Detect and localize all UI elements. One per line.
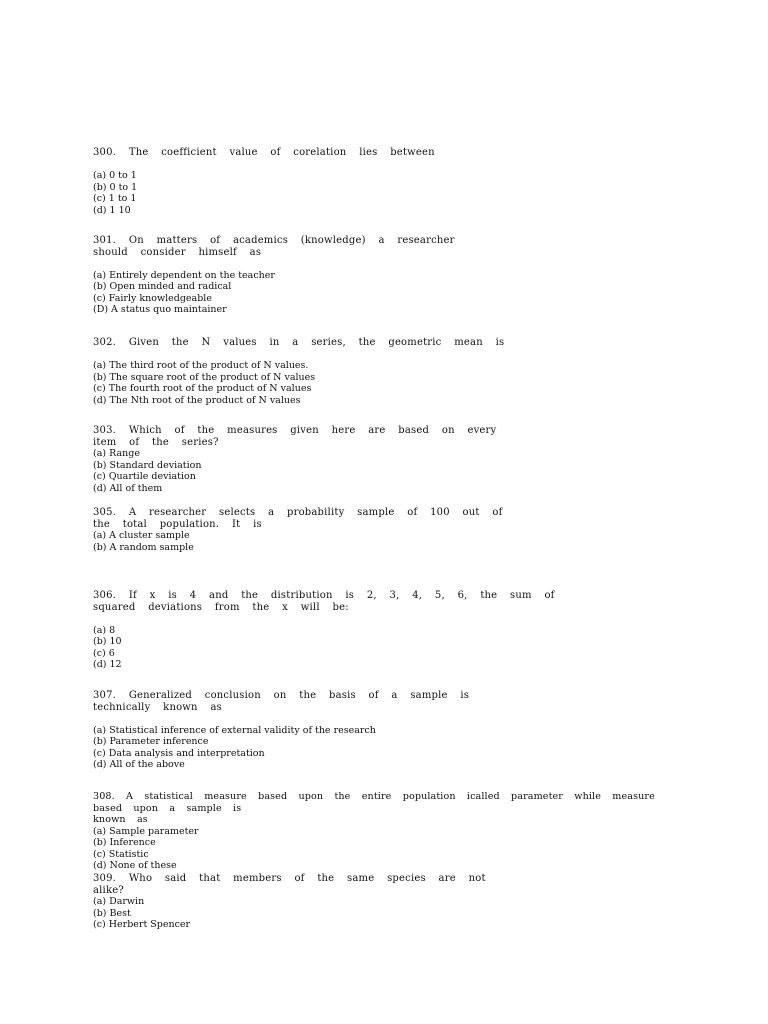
question-301	[93, 235, 683, 316]
option-b: (b) 0 to 1	[93, 181, 138, 193]
question-309	[93, 873, 683, 931]
option-c: (c) Herbert Spencer	[93, 919, 191, 930]
option-b: (b) Standard deviation	[93, 459, 202, 471]
question-text: 300. The coefficient value of corelation lies between	[93, 147, 435, 158]
option-a: (a) The third root of the product of N values.	[93, 360, 309, 371]
option-c: (c) Fairly knowledgeable	[93, 292, 212, 304]
option-d: (d) All of the above	[93, 759, 185, 770]
option-b: (b) A random sample	[93, 541, 194, 553]
option-d: (d) All of them	[93, 482, 163, 494]
option-a: (a) 0 to 1	[93, 170, 137, 181]
option-b: (b) Best	[93, 907, 131, 919]
option-c: (c) 6	[93, 647, 115, 659]
option-c: (c) The fourth root of the product of N values	[93, 383, 312, 394]
question-text: 301. On matters of academics (knowledge) a researcher should consider himself as	[93, 235, 455, 258]
option-d: (d) The Nth root of the product of N values	[93, 394, 301, 406]
question-text: 305. A researcher selects a probability sample of 100 out of the total population. It is	[93, 507, 503, 530]
question-308	[93, 791, 683, 872]
question-305	[93, 507, 683, 553]
option-d: (d) None of these	[93, 860, 177, 871]
option-b: (b) 10	[93, 636, 122, 647]
question-303	[93, 425, 683, 494]
option-a: (a) 8	[93, 624, 116, 636]
question-text: 307. Generalized conclusion on the basis of a sample is technically known as	[93, 690, 470, 713]
question-text: 309. Who said that members of the same species are not alike?	[93, 873, 486, 896]
option-a: (a) Range	[93, 448, 140, 459]
question-text: 302. Given the N values in a series, the geometric mean is	[93, 337, 505, 348]
option-d: (d) 12	[93, 659, 122, 670]
option-b: (b) The square root of the product of N values	[93, 371, 316, 383]
option-a: (a) Entirely dependent on the teacher	[93, 269, 275, 281]
question-307	[93, 690, 683, 771]
option-b: (b) Open minded and radical	[93, 281, 232, 292]
question-text: 306. If x is 4 and the distribution is 2, 3, 4, 5, 6, the sum of squared deviations from the x will be:	[93, 590, 555, 613]
question-306	[93, 590, 683, 671]
option-d: (d) 1 10	[93, 204, 131, 216]
option-a: (a) Darwin	[93, 896, 145, 907]
option-c: (c) Quartile deviation	[93, 471, 196, 482]
option-c: (c) 1 to 1	[93, 193, 137, 204]
option-c: (c) Statistic	[93, 848, 149, 860]
option-d: (D) A status quo maintainer	[93, 304, 227, 315]
option-c: (c) Data analysis and interpretation	[93, 747, 265, 759]
option-a: (a) Statistical inference of external validity of the research	[93, 724, 376, 736]
question-text: 308. A statistical measure based upon the entire population icalled parameter while measure based upon a sample is known as	[93, 791, 655, 825]
question-text: 303. Which of the measures given here are based on every item of the series?	[93, 425, 497, 448]
option-a: (a) A cluster sample	[93, 530, 190, 541]
option-b: (b) Inference	[93, 837, 156, 848]
question-302	[93, 337, 683, 406]
option-a: (a) Sample parameter	[93, 825, 199, 837]
question-300	[93, 147, 683, 216]
option-b: (b) Parameter inference	[93, 736, 209, 747]
